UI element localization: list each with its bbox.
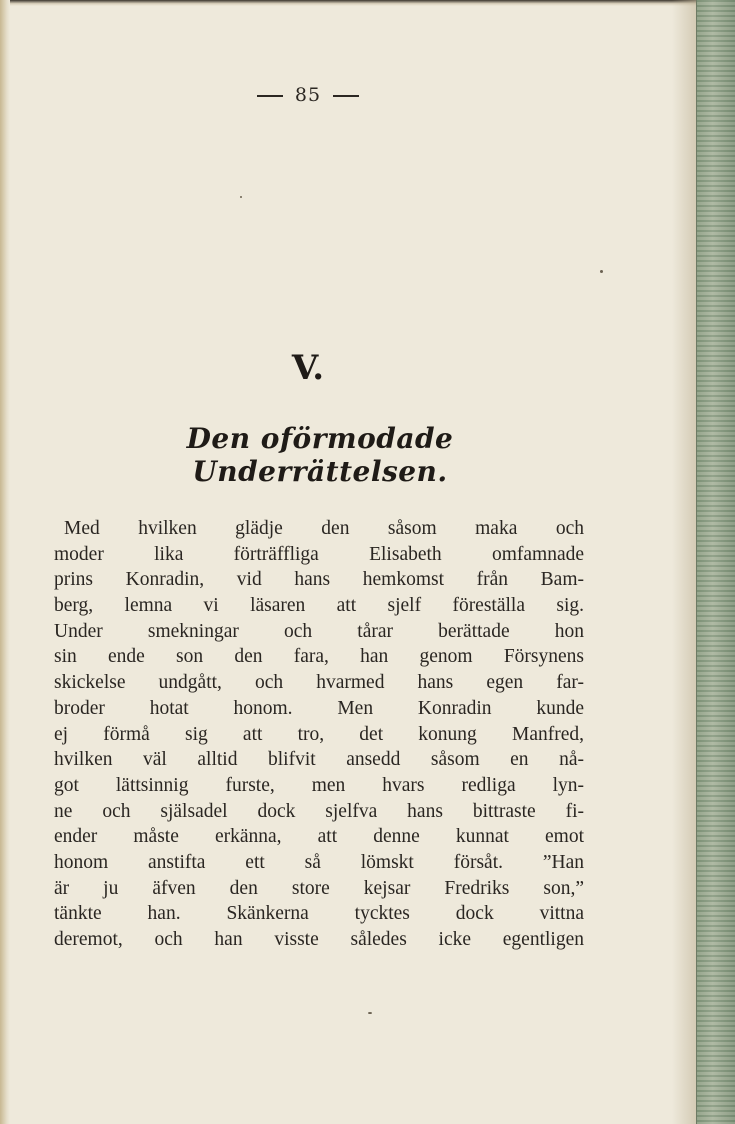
page-left-edge	[0, 0, 10, 1124]
body-text	[54, 516, 584, 953]
page-top-edge	[0, 0, 735, 6]
page-gutter-shadow	[672, 0, 696, 1124]
text-line: ender måste erkänna, att denne kunnat emot	[54, 826, 584, 848]
page-number	[218, 84, 398, 106]
text-line: moder lika förträffliga Elisabeth omfamnade	[54, 543, 584, 565]
text-line: ne och själsadel dock sjelfva hans bittraste fi-	[54, 800, 584, 822]
text-line: ej förmå sig att tro, det konung Manfred,	[54, 723, 584, 745]
paper-speck	[600, 270, 603, 273]
text-line: hvilken väl alltid blifvit ansedd såsom en nå-	[54, 749, 584, 771]
text-line: Med hvilken glädje den såsom maka och	[64, 518, 584, 539]
text-line: deremot, och han visste således icke egentligen	[54, 929, 584, 950]
book-edge-strip	[696, 0, 735, 1124]
text-line: honom anstifta ett så lömskt försåt. ”Han	[54, 851, 584, 873]
text-line: prins Konradin, vid hans hemkomst från Bam-	[54, 569, 584, 591]
dash-right	[333, 95, 359, 97]
text-line: tänkte han. Skänkerna tycktes dock vittna	[54, 903, 584, 925]
text-line: berg, lemna vi läsaren att sjelf föreställa sig.	[54, 595, 584, 617]
paper-speck	[240, 196, 242, 198]
text-line: sin ende son den fara, han genom Försynens	[54, 646, 584, 668]
page-number-value: 85	[294, 84, 322, 106]
dash-left	[257, 95, 283, 97]
text-line: skickelse undgått, och hvarmed hans egen far-	[54, 672, 584, 694]
text-line: got lättsinnig furste, men hvars redliga lyn-	[54, 774, 584, 796]
paper-speck	[368, 1012, 372, 1014]
text-line: broder hotat honom. Men Konradin kunde	[54, 697, 584, 719]
chapter-title: Den oförmodade Underrättelsen.	[186, 422, 454, 488]
chapter-number: V.	[291, 348, 325, 388]
text-line: Under smekningar och tårar berättade hon	[54, 620, 584, 642]
text-line: är ju äfven den store kejsar Fredriks son,”	[54, 877, 584, 899]
